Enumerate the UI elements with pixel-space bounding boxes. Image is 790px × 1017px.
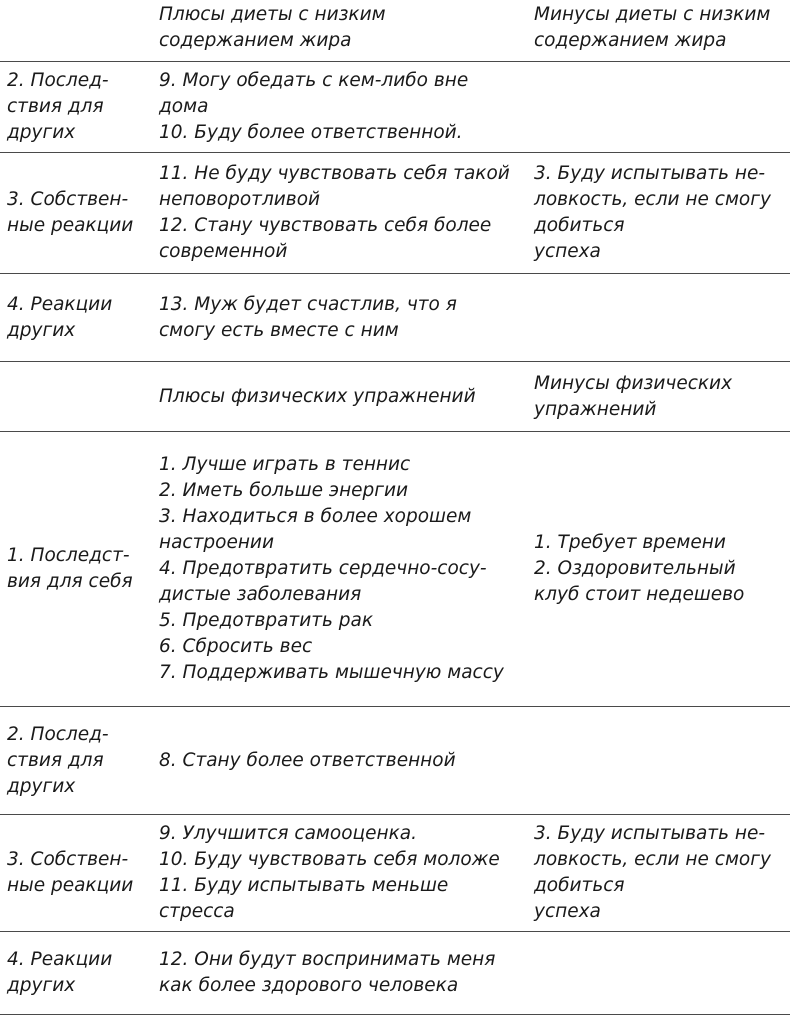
cons-cell-line: клуб стоит недешево: [534, 584, 745, 605]
pros-cell: [159, 62, 527, 152]
pros-cell-line: 3. Находиться в более хорошем: [159, 506, 472, 527]
pros-cell: [159, 153, 527, 273]
pros-cell-line: стресса: [159, 901, 235, 922]
pros-cell-line: 4. Предотвратить сердечно-сосу-: [159, 558, 487, 579]
category-cell-line: 4. Реакции: [7, 949, 113, 970]
cons-cell: [534, 707, 788, 814]
category-cell-line: ные реакции: [7, 875, 134, 896]
pros-cell-line: дома: [159, 96, 209, 117]
pros-header: [159, 0, 527, 61]
pros-cell-line: 10. Буду более ответственной.: [159, 122, 463, 143]
table-row: [0, 932, 790, 1015]
cons-cell-line: 3. Буду испытывать не-: [534, 163, 766, 184]
pros-cell: [159, 932, 527, 1014]
table-row: [0, 153, 790, 274]
category-cell: [7, 362, 152, 431]
pros-cell-line: 11. Не буду чувствовать себя такой: [159, 163, 510, 184]
cons-header-line: упражнений: [534, 398, 657, 420]
category-cell-line: 2. Послед-: [7, 70, 109, 91]
pros-cell-line: 12. Они будут воспринимать меня: [159, 949, 496, 970]
category-cell-line: вия для себя: [7, 571, 133, 592]
cons-cell-line: добиться: [534, 215, 625, 236]
cons-cell: [534, 932, 788, 1014]
cons-cell: [534, 274, 788, 361]
cons-cell-line: успеха: [534, 901, 601, 922]
category-cell-line: других: [7, 122, 76, 143]
category-cell-line: других: [7, 319, 76, 341]
table-row: [0, 432, 790, 707]
table2-header-row: [0, 362, 790, 432]
pros-cell: [159, 432, 527, 706]
pros-header-line: Плюсы диеты с низким: [159, 3, 386, 25]
table1-header-row: [0, 0, 790, 62]
category-cell-line: ные реакции: [7, 215, 134, 236]
pros-cell: [159, 707, 527, 814]
table-row: [0, 815, 790, 932]
cons-cell-line: успеха: [534, 241, 601, 262]
pros-cell-line: 7. Поддерживать мышечную массу: [159, 662, 504, 683]
pros-cell-line: 8. Стану более ответственной: [159, 749, 456, 771]
pros-cell-line: 1. Лучше играть в теннис: [159, 454, 411, 475]
category-cell-line: 1. Последст-: [7, 545, 130, 566]
pros-cell-line: смогу есть вместе с ним: [159, 319, 399, 341]
cons-header-line: Минусы физических: [534, 372, 733, 394]
pros-cell-line: 12. Стану чувствовать себя более: [159, 215, 492, 236]
category-cell-line: других: [7, 975, 76, 996]
category-cell: [7, 62, 152, 152]
pros-cell: [159, 815, 527, 931]
pros-header: [159, 362, 527, 431]
pros-cell-line: 6. Сбросить вес: [159, 636, 313, 657]
pros-cell-line: 10. Буду чувствовать себя моложе: [159, 849, 500, 870]
pros-cell-line: неповоротливой: [159, 189, 321, 210]
category-cell-line: других: [7, 775, 76, 797]
pros-cell-line: 9. Улучшится самооценка.: [159, 823, 417, 844]
cons-cell-line: 3. Буду испытывать не-: [534, 823, 766, 844]
cons-header: [534, 0, 788, 61]
category-cell: [7, 707, 152, 814]
category-cell: [7, 932, 152, 1014]
pros-cell-line: 13. Муж будет счастлив, что я: [159, 293, 457, 315]
pros-header-line: Плюсы физических упражнений: [159, 385, 476, 407]
pros-cell-line: 9. Могу обедать с кем-либо вне: [159, 70, 469, 91]
category-cell-line: ствия для: [7, 96, 104, 117]
table-row: [0, 707, 790, 815]
pros-cell-line: как более здорового человека: [159, 975, 459, 996]
category-cell: [7, 0, 152, 61]
pros-cell-line: 2. Иметь больше энергии: [159, 480, 409, 501]
cons-cell-line: ловкость, если не смогу: [534, 189, 771, 210]
category-cell: [7, 432, 152, 706]
cons-cell: [534, 815, 788, 931]
category-cell-line: ствия для: [7, 749, 104, 771]
pros-cell-line: настроении: [159, 532, 274, 553]
category-cell-line: 4. Реакции: [7, 293, 113, 315]
category-cell-line: 2. Послед-: [7, 723, 109, 745]
cons-cell-line: добиться: [534, 875, 625, 896]
category-cell: [7, 153, 152, 273]
cons-cell-line: 2. Оздоровительный: [534, 558, 736, 579]
cons-cell: [534, 432, 788, 706]
cons-header-line: Минусы диеты с низким: [534, 3, 771, 25]
pros-cell-line: современной: [159, 241, 288, 262]
cons-cell-line: ловкость, если не смогу: [534, 849, 771, 870]
cons-cell: [534, 153, 788, 273]
pros-header-line: содержанием жира: [159, 29, 352, 51]
cons-header: [534, 362, 788, 431]
table-row: [0, 274, 790, 362]
pros-cell-line: 5. Предотвратить рак: [159, 610, 374, 631]
cons-cell: [534, 62, 788, 152]
pros-cell-line: 11. Буду испытывать меньше: [159, 875, 449, 896]
cons-cell-line: 1. Требует времени: [534, 532, 726, 553]
table-row: [0, 62, 790, 153]
category-cell: [7, 274, 152, 361]
cons-header-line: содержанием жира: [534, 29, 727, 51]
pros-cell-line: дистые заболевания: [159, 584, 362, 605]
category-cell-line: 3. Собствен-: [7, 189, 129, 210]
category-cell: [7, 815, 152, 931]
pros-cell: [159, 274, 527, 361]
category-cell-line: 3. Собствен-: [7, 849, 129, 870]
